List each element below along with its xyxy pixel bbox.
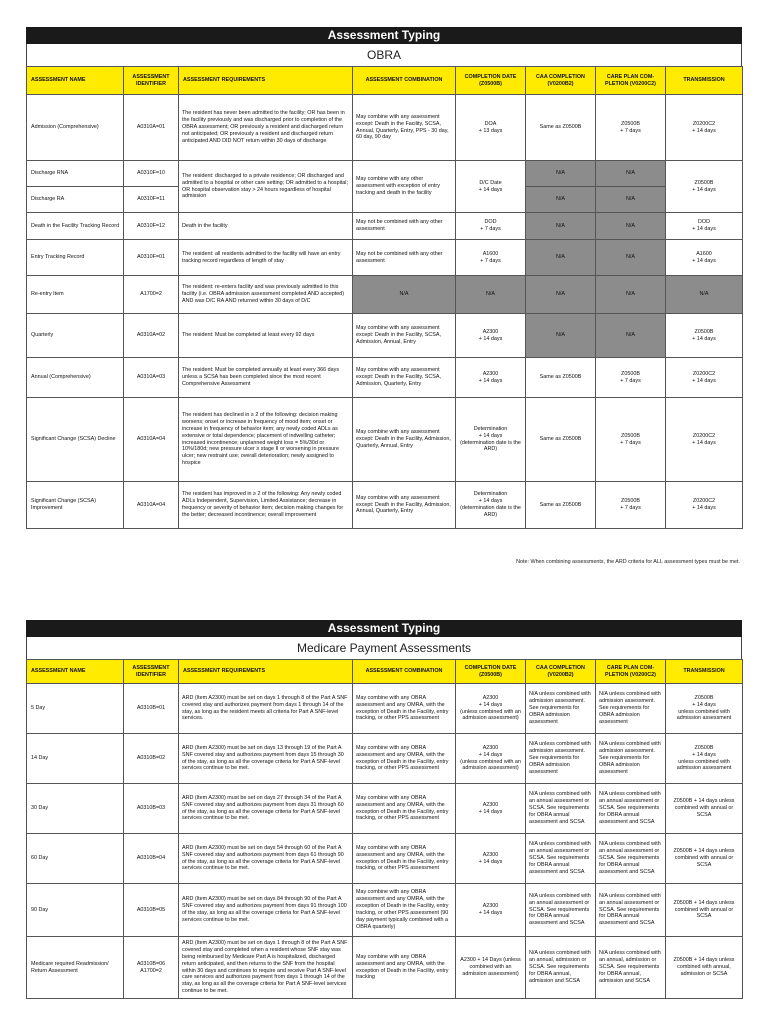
completion-date: D/C Date + 14 days [456,161,526,213]
care-plan-completion: N/A unless combined with an annual assessment or SCSA. See requirements for OBRA annual assessment and SCSA [596,784,666,834]
table-row [27,482,743,529]
combination-text: May not be combined with any other assessment [356,250,443,264]
transmission: Z0200C2 + 14 days [666,95,743,161]
assessment-identifier: A0310F=11 [124,187,179,213]
assessment-combination: May combine with any OBRA assessment and any OMRA, with the exception of Death in the Facility, entry tracking, or other PPS assessment [353,834,456,884]
assessment-identifier: A0310B=02 [124,734,179,784]
assessment-name: Re-entry Item [27,276,124,314]
assessment-requirements: The resident has never been admitted to the facility; OR has been in the facility previously and was discharged prior to completion of the OBRA assessment; OR previously a resident and discharged return not anticipated; OR previously a resident and discharged return anticipated AND DID NOT return within 30 days of discharge [179,95,353,161]
care-plan-completion: Z0500B + 7 days [596,358,666,398]
assessment-identifier: A1700=2 [124,276,179,314]
table-row [27,398,743,482]
caa-completion: N/A unless combined with an annual assessment or SCSA. See requirements for OBRA annual assessment and SCSA [526,784,596,834]
assessment-name: Discharge RNA [27,161,124,187]
assessment-requirements: The resident: re-enters facility and was previously admitted to this facility (i.e. OBRA admission assessment completed AND accepted) AND was D/C RA AND returned within 30 days of D/C [179,276,353,314]
table-row [27,95,743,161]
assessment-requirements: The resident: all residents admitted to the facility will have an entry tracking record regardless of length of stay [179,240,353,276]
caa-completion: N/A unless combined with admission assessment. See requirements for OBRA admission assessment [526,684,596,734]
assessment-combination [353,213,456,276]
assessment-requirements: ARD (Item A2300) must be set on days 13 through 19 of the Part A SNF covered stay and authorizes payment from days 15 through 30 of the stay, as long as all the coverage criteria for Part A SNF-level services continue to be met. [179,734,353,784]
assessment-combination: May combine with any OBRA assessment and any OMRA, with the exception of Death in the Facility, entry tracking, or other PPS assessment [353,734,456,784]
table-row [27,937,743,999]
assessment-name: Annual (Comprehensive) [27,358,124,398]
assessment-name: Quarterly [27,314,124,358]
col-header: ASSESSMENT REQUIREMENTS [179,660,353,684]
caa-completion: Same as Z0500B [526,398,596,482]
completion-date: N/A [456,276,526,314]
transmission: Z0500B + 14 days unless combined with annual or SCSA [666,884,743,937]
care-plan-completion: N/A [596,213,666,240]
obra-table [26,66,743,529]
completion-date: A2300 + 14 Days (unless combined with an admission assessment) [456,937,526,999]
caa-completion: Same as Z0500B [526,95,596,161]
transmission: Z0500B + 14 days unless combined with annual or SCSA [666,784,743,834]
transmission: Z0500B + 14 days unless combined with annual, admission or SCSA [666,937,743,999]
table-header-row [27,660,743,684]
assessment-combination: May combine with any assessment except: Death in the Facility, SCSA, Annual, Quarterly, Entry, PPS - 30 day, 60 day, 90 day [353,95,456,161]
assessment-requirements: ARD (Item A2300) must be set on days 1 through 8 of the Part A SNF covered stay and completed when a resident whose SNF stay was being reimbursed by Medicare Part A is hospitalized, discharged return anticipated, and then returns to the SNF from the hospital within 30 days and continues to require and receive Part A SNF-level care services and authorizes payment from days 1 through 14 of the stay, as long as all the coverage criteria for Part A SNF-level services continue to be met. [179,937,353,999]
care-plan-completion: N/A unless combined with admission assessment. See requirements for OBRA admission assessment [596,684,666,734]
assessment-identifier: A0310B=04 [124,834,179,884]
assessment-combination: May combine with any assessment except: Death in the Facility, Admission, Annual, Quarterly, Entry [353,482,456,529]
care-plan-completion: N/A [596,314,666,358]
assessment-name: Significant Change (SCSA) Decline [27,398,124,482]
caa-completion: Same as Z0500B [526,482,596,529]
obra-section [26,27,742,529]
care-plan-completion: N/A [596,240,666,276]
assessment-name: Death in the Facility Tracking Record [27,213,124,240]
col-header: TRANSMISSION [666,660,743,684]
table-row [27,276,743,314]
caa-completion: N/A unless combined with admission assessment. See requirements for OBRA admission assessment [526,734,596,784]
caa-completion: N/A [526,240,596,276]
assessment-identifier: A0310B=06 A1700=2 [124,937,179,999]
assessment-combination: May combine with any other assessment with exception of entry tracking and death in the facility [353,161,456,213]
assessment-combination: May combine with any assessment except: Death in the Facility, SCSA, Admission, Quarterly, Entry [353,358,456,398]
transmission: A1600 + 14 days [666,240,743,276]
assessment-combination: May combine with any assessment except: Death in the Facility, Admission, Quarterly, Annual, Entry [353,398,456,482]
transmission: Z0500B + 14 days [666,161,743,213]
col-header: COMPLETION DATE (Z0500B) [456,660,526,684]
assessment-identifier: A0310F=10 [124,161,179,187]
assessment-name: Admission (Comprehensive) [27,95,124,161]
assessment-requirements: The resident has improved in ≥ 2 of the following: Any newly coded ADLs Independent, Supervision, Limited Assistance; decrease in frequency or severity of behavior item; decision making changes for the better; decreased incontinence; overall improvement [179,482,353,529]
assessment-name: 14 Day [27,734,124,784]
assessment-combination: May combine with any OBRA assessment and any OMRA, with the exception of Death in the Facility, entry tracking, or other PPS assessment [353,684,456,734]
care-plan-completion: N/A unless combined with an annual assessment or SCSA. See requirements for OBRA annual assessment and SCSA [596,884,666,937]
transmission: Z0500B + 14 days unless combined with admission assessment [666,734,743,784]
completion-date: A2300 + 14 days [456,834,526,884]
assessment-identifier: A0310A=04 [124,482,179,529]
assessment-identifier: A0310B=03 [124,784,179,834]
assessment-requirements: ARD (Item A2300) must be set on days 54 through 60 of the Part A SNF covered stay and authorizes payment from days 61 through 90 of the stay, as long as all the coverage criteria for Part A SNF-level services continue to be met. [179,834,353,884]
transmission: Z0500B + 14 days unless combined with annual or SCSA [666,834,743,884]
assessment-identifier: A0310A=02 [124,314,179,358]
completion-date: A2300 + 14 days [456,784,526,834]
table-row [27,213,743,240]
assessment-name: 90 Day [27,884,124,937]
care-plan-completion: N/A unless combined with an annual, admission or SCSA. See requirements for OBRA annual, admission and SCSA [596,937,666,999]
section-subtitle: Medicare Payment Assessments [26,637,742,659]
completion-date: Determination + 14 days (determination date is the ARD) [456,482,526,529]
assessment-combination: May combine with any OBRA assessment and any OMRA, with the exception of Death in the Facility, entry tracking, or other PPS assessment [353,784,456,834]
assessment-requirements: ARD (Item A2300) must be set on days 27 through 34 of the Part A SNF covered stay and authorizes payment from days 31 through 60 of the stay, as long as all the coverage criteria for Part A SNF-level services continue to be met. [179,784,353,834]
caa-completion: N/A unless combined with an annual assessment or SCSA. See requirements for OBRA annual assessment and SCSA [526,834,596,884]
assessment-requirements: The resident: discharged to a private residence; OR discharged and admitted to a hospital or other care setting; OR admitted to a hospital; OR hospital observation stay > 24 hours regardless of hospital admission [179,161,353,213]
assessment-identifier: A0310B=01 [124,684,179,734]
table-row [27,161,743,187]
completion-date: A2300 + 14 days [456,314,526,358]
transmission: Z0500B + 14 days unless combined with admission assessment [666,684,743,734]
assessment-name: 5 Day [27,684,124,734]
col-header: TRANSMISSION [666,67,743,95]
completion-date: A2300 + 14 days (unless combined with an admission assessment) [456,684,526,734]
section-banner: Assessment Typing [26,620,742,637]
transmission: DOD + 14 days [666,213,743,240]
table-row [27,834,743,884]
table-row [27,358,743,398]
table-header-row [27,67,743,95]
care-plan-completion: Z0500B + 7 days [596,95,666,161]
assessment-combination: May combine with any OBRA assessment and any OMRA, with the exception of Death in the Facility, entry tracking [353,937,456,999]
transmission: Z0500B + 14 days [666,314,743,358]
care-plan-completion: N/A unless combined with admission assessment. See requirements for OBRA admission assessment [596,734,666,784]
caa-completion: N/A unless combined with an annual assessment or SCSA. See requirements for OBRA annual assessment and SCSA [526,884,596,937]
col-header: ASSESSMENT IDENTIFIER [124,660,179,684]
assessment-requirements: The resident: Must be completed annually at least every 366 days unless a SCSA has been completed since the most recent Comprehensive Assessment [179,358,353,398]
col-header: COMPLETION DATE (Z0500B) [456,67,526,95]
transmission: N/A [666,276,743,314]
assessment-identifier: A0310A=03 [124,358,179,398]
assessment-name: Entry Tracking Record [27,240,124,276]
assessment-identifier: A0310A=04 [124,398,179,482]
care-plan-completion: N/A unless combined with an annual assessment or SCSA. See requirements for OBRA annual assessment and SCSA [596,834,666,884]
care-plan-completion: Z0500B + 7 days [596,398,666,482]
completion-date: A2300 + 14 days [456,884,526,937]
assessment-name: 60 Day [27,834,124,884]
col-header: CAA COMPLETION (V0200B2) [526,67,596,95]
medicare-section [26,620,742,999]
assessment-combination: May combine with any assessment except: Death in the Facility, SCSA, Admission, Annual, Entry [353,314,456,358]
care-plan-completion: N/A [596,276,666,314]
col-header: CAA COMPLETION (V0200B2) [526,660,596,684]
assessment-requirements: The resident has declined in ≥ 2 of the following: decision making worsens; onset or increase in frequency of mood item; onset or increase in frequency of behavior item; any newly coded ADLs as extensive or total dependence; placement of indwelling catheter; increased incontinence; unplanned weight loss = 5%/30d or 10%/180d; new pressure ulcer ≥ stage II or worsening in pressure ulcer; new restraint use; overall deterioration; newly assigned to hospice [179,398,353,482]
caa-completion: N/A [526,187,596,213]
col-header: ASSESSMENT IDENTIFIER [124,67,179,95]
completion-date: Determination + 14 days (determination date is the ARD) [456,398,526,482]
table-row [27,734,743,784]
col-header: ASSESSMENT NAME [27,67,124,95]
caa-completion: N/A unless combined with an annual, admission or SCSA. See requirements for OBRA annual, admission and SCSA [526,937,596,999]
table-row [27,314,743,358]
caa-completion: N/A [526,314,596,358]
transmission: Z0200C2 + 14 days [666,482,743,529]
completion-date: A2300 + 14 days [456,358,526,398]
combination-note: Note: When combining assessments, the ARD criteria for ALL assessment types must be met. [516,559,740,565]
caa-completion: N/A [526,276,596,314]
assessment-identifier: A0310F=12 [124,213,179,240]
completion-date: DOD + 7 days [456,213,526,240]
section-subtitle: OBRA [26,44,742,66]
assessment-requirements: ARD (Item A2300) must be set on days 1 through 8 of the Part A SNF covered stay and authorizes payment from days 1 through 14 of the stay, as long as the resident meets all criteria for Part A SNF-level services. [179,684,353,734]
transmission: Z0200C2 + 14 days [666,358,743,398]
care-plan-completion: N/A [596,161,666,187]
table-row [27,884,743,937]
assessment-requirements: ARD (Item A2300) must be set on days 84 through 90 of the Part A SNF covered stay and authorizes payment from days 91 through 100 of the stay, as long as all the coverage criteria for Part A SNF-level services continue to be met. [179,884,353,937]
col-header: CARE PLAN COM-PLETION (V0200C2) [596,67,666,95]
col-header: ASSESSMENT COMBINATION [353,67,456,95]
section-banner: Assessment Typing [26,27,742,44]
completion-date: A1600 + 7 days [456,240,526,276]
col-header: ASSESSMENT NAME [27,660,124,684]
combination-text: May not be combined with any other assessment [353,213,455,240]
table-row [27,684,743,734]
assessment-identifier: A0310B=05 [124,884,179,937]
assessment-identifier: A0310A=01 [124,95,179,161]
assessment-requirements: Death in the facility [179,213,353,240]
assessment-name: Medicare required Readmission/ Return Assessment [27,937,124,999]
assessment-requirements: The resident: Must be completed at least every 92 days [179,314,353,358]
completion-date: A2300 + 14 days (unless combined with an admission assessment) [456,734,526,784]
assessment-name: 30 Day [27,784,124,834]
table-row [27,784,743,834]
caa-completion: Same as Z0500B [526,358,596,398]
care-plan-completion: N/A [596,187,666,213]
col-header: ASSESSMENT REQUIREMENTS [179,67,353,95]
medicare-table [26,659,743,999]
assessment-name: Significant Change (SCSA) Improvement [27,482,124,529]
transmission: Z0200C2 + 14 days [666,398,743,482]
assessment-combination: May combine with any OBRA assessment and any OMRA, with the exception of Death in the Facility, entry tracking, or other PPS assessment (90 day payment typically combined with a OBRA quarterly) [353,884,456,937]
assessment-identifier: A0310F=01 [124,240,179,276]
col-header: CARE PLAN COM-PLETION (V0200C2) [596,660,666,684]
assessment-combination: N/A [353,276,456,314]
col-header: ASSESSMENT COMBINATION [353,660,456,684]
assessment-name: Discharge RA [27,187,124,213]
caa-completion: N/A [526,213,596,240]
caa-completion: N/A [526,161,596,187]
care-plan-completion: Z0500B + 7 days [596,482,666,529]
completion-date: DOA + 13 days [456,95,526,161]
